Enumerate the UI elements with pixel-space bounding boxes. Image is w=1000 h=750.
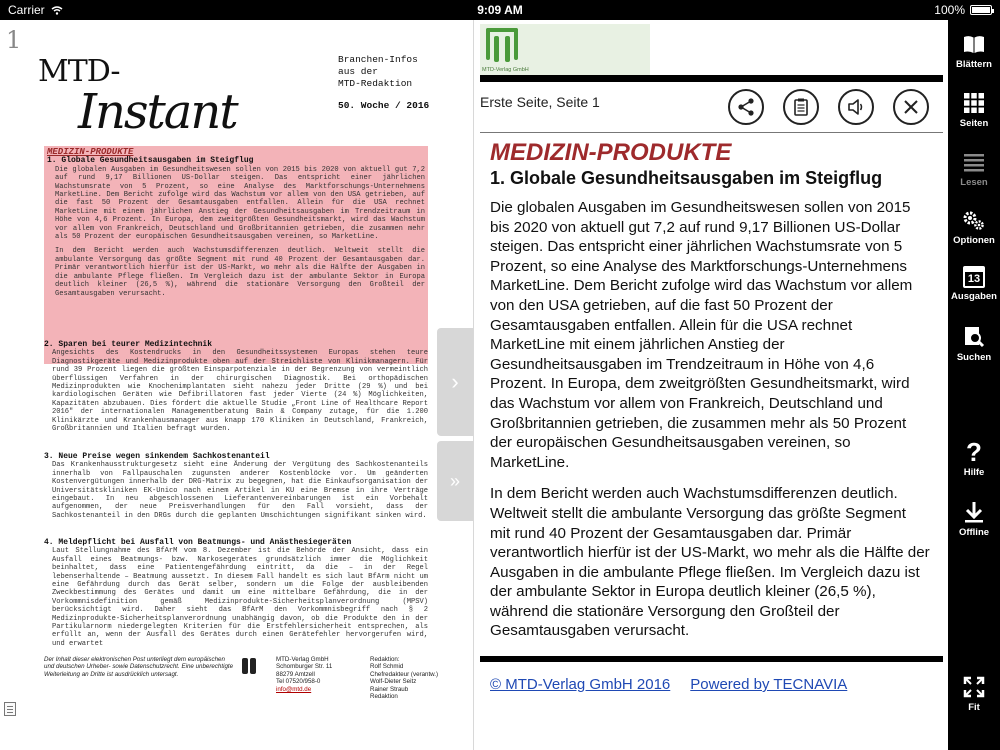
editorial-line: Rainer Straub <box>370 685 409 693</box>
sidebar-item-offline[interactable] <box>948 500 1000 538</box>
copyright-link[interactable]: © MTD-Verlag GmbH 2016 <box>490 676 671 693</box>
article-3[interactable] <box>44 452 428 520</box>
sidebar-item-optionen[interactable] <box>948 208 1000 246</box>
sidebar-label: Seiten <box>959 118 989 129</box>
issue-week: 50. Woche / 2016 <box>338 100 430 111</box>
header-divider <box>480 75 943 82</box>
article-1-highlight[interactable] <box>44 146 428 364</box>
editorial-staff <box>370 656 460 700</box>
reader-footer <box>490 676 847 693</box>
calendar-icon <box>963 266 985 288</box>
article-4[interactable] <box>44 538 428 648</box>
paper-paragraph: Laut Stellungnahme des BfArM vom 8. Dezember ist die Behörde der Ansicht, dass ein Ausfall eines Beatmungs- bzw. Narkosegerätes grundsätzlich immer die Möglichkeit beinhaltet, dass eine Patientengefährdung eintritt, da die – in der Regel lebenserhaltende – Beatmung aussetzt. In diesem Fall handelt es sich laut BfArm nicht um eine Gefährdung durch das Gerät selber, sondern um die Folge der ausbleibenden Zweckbestimmung des Gerätes und damit um eine mittelbare Gefährdung, die in der Vorkommnisdefinition gemäß Medizinprodukte-Sicherheitsplanverordnung (MPSV) berücksichtigt wird. Daher sieht das BfArM den Vorkommnisbegriff nach § 2 Medizinprodukte-Sicherheitsplanverordnung unabhängig davon, ob die Produkte den in der Partikularnorm niedergelegten Kriterien für die Erstfehlersicherheit entsprechen, als erfüllt an, wenn der Ausfall des Gerätes durch einen Gerätefehler hervorgerufen wird, und erwartet <box>52 547 428 648</box>
sidebar-label: Blättern <box>956 59 992 70</box>
last-page-button[interactable]: » <box>437 441 473 521</box>
mtd-verlag-logo-icon <box>484 26 520 66</box>
editorial-line: Chefredakteur (verantw.) <box>370 670 439 678</box>
editorial-line: Wolf-Dieter Seitz <box>370 678 417 686</box>
article-body <box>490 198 930 641</box>
calendar-day: 13 <box>967 273 981 285</box>
right-toolbar <box>948 20 1000 750</box>
masthead-line: MTD-Redaktion <box>338 78 413 89</box>
mtd-logo-line1: MTD- <box>38 54 120 89</box>
newspaper-page[interactable] <box>0 20 474 750</box>
paper-paragraph: Angesichts des Kostendrucks in den Gesundheitssystemen Europas stehen teure Diagnostikgeräte und Medizinprodukte oben auf der Streichliste von Klinikmanagern. Für rund 39 Prozent liegen die größten Einsparpotenziale in der Begrenzung von vermeintlich überflüssigen Verfahren in der chirurgischen Diagnostik. Bei orthopädischen Medizinprodukten wie Knochenimplantaten sieht nahezu jeder Dritte (29 %) und bei kardiologischen Geräten wie Defibrillatoren fast jeder Vierte (24 %) Möglichkeiten, Kapazitäten abzubauen. Dies fördert die aktuelle Studie „Front Line of Healthcare Report 2016" der internationalen Managementberatung Bain & Company zutage, für die 1.200 Klinikärzte und Krankenhausmanager aus knapp 170 Kliniken in Deutschland, Frankreich, Großbritannien und Italien befragt wurden. <box>52 349 428 434</box>
paper-heading-4: 4. Meldepflicht bei Ausfall von Beatmungs- und Anästhesiegeräten <box>44 538 352 547</box>
brand-caption: MTD-Verlag GmbH <box>482 67 529 73</box>
paper-paragraph: Die globalen Ausgaben im Gesundheitswesen sollen von 2015 bis 2020 von aktuell gut 7,2 auf rund 9,17 Billionen US-Dollar steigen. Das entspricht einer jährlichen Wachstumsrate von 5 Prozent, so eine Analyse des Marktforschungs-Unternehmens MarketLine. Dem Bericht zufolge wird das Wachstum vor allem von den USA getrieben, auf die fast 50 Prozent der Gesamtausgaben entfallen. Allein für die USA rechnet MarketLine mit einem jährlichen Anstieg der Gesundheitsausgaben im Trendzeitraum in Höhe von 4,6 Prozent. In Europa, dem zweitgrößten Gesundheitsmarkt, wird das Wachstum vor allem von Frankreich, Deutschland und Großbritannien getrieben, die zusammen mehr als 50 Prozent der europäischen Gesundheitsausgaben vereinen, so MarketLine. <box>55 165 425 242</box>
article-paragraph: In dem Bericht werden auch Wachstumsdifferenzen deutlich. Weltweit stellt die ambulante Versorgung das größte Segment mit rund 40 Prozent der Gesamtausgaben dar. Primär verantwortlich hierfür ist der US-Markt, wo mehr als die Hälfte der Ausgaben in die ambulante Pflege fließen. Im Vergleich dazu ist der ambulante Sektor in Europa deutlich kleiner (26,5 %), während die stationäre Versorgung den Großteil der Gesamtausgaben verursacht. <box>490 485 930 640</box>
publisher-line: MTD-Verlag GmbH <box>276 656 329 663</box>
copy-text-button[interactable] <box>783 89 819 125</box>
close-button[interactable] <box>893 89 929 125</box>
breadcrumb: Erste Seite, Seite 1 <box>480 94 600 110</box>
sidebar-label: Ausgaben <box>951 291 997 302</box>
powered-by-link[interactable]: Powered by TECNAVIA <box>690 676 848 693</box>
sidebar-label: Suchen <box>956 352 992 363</box>
battery-percent: 100% <box>934 3 965 17</box>
paper-category: MEDIZIN-PRODUKTE <box>47 147 134 157</box>
clock: 9:09 AM <box>477 3 523 17</box>
mtd-small-logo-icon <box>242 658 258 674</box>
share-icon <box>736 97 756 117</box>
article-title: 1. Globale Gesundheitsausgaben im Steigflug <box>490 168 883 188</box>
status-bar <box>0 0 1000 20</box>
article-2[interactable] <box>44 340 428 433</box>
paper-paragraph: Das Krankenhausstrukturgesetz sieht eine Änderung der Vergütung des Sachkostenanteils innerhalb von Fallpauschalen zugunsten anderer Kostenblöcke vor. Um geänderten Kostenvergütungen innerhalb der DRG-Matrix zu begegnen, hat die Einkaufsorganisation der Universitätskliniken EK-Unico nach einem Artikel in KU eine Bremse in ihre Verträge eingebaut. In neu abgeschlossenen Lieferantenvereinbarungen ist ein Vorbehalt aufgenommen, der neue Preisverhandlungen für den Fall vorsieht, dass der Sachkostenanteil in den DRGs durch die geplanten Umschichtungen signifikant sinken wird. <box>52 461 428 520</box>
sidebar-item-blaettern[interactable] <box>948 32 1000 70</box>
sidebar-item-seiten[interactable] <box>948 91 1000 129</box>
sidebar-item-hilfe[interactable] <box>948 437 1000 478</box>
editorial-line: Rolf Schmid <box>370 663 404 671</box>
sidebar-item-ausgaben[interactable] <box>948 266 1000 302</box>
publisher-line: Tel 07520/958-0 <box>276 678 321 686</box>
book-icon <box>962 32 986 56</box>
gears-icon <box>962 208 986 232</box>
help-icon: ? <box>966 437 982 467</box>
sidebar-label: Offline <box>958 527 990 538</box>
sidebar-label: Lesen <box>960 177 988 188</box>
sidebar-label: Optionen <box>953 235 995 246</box>
search-doc-icon <box>962 325 986 349</box>
page-number: 1 <box>6 26 22 54</box>
masthead-line: Branchen-Infos <box>338 54 418 65</box>
text-view-icon[interactable] <box>4 702 16 716</box>
publisher-line: 88279 Amtzell <box>276 670 315 678</box>
publisher-email-link[interactable]: info@mtd.de <box>276 685 312 693</box>
carrier-label: Carrier <box>8 3 45 17</box>
publisher-address <box>276 656 366 693</box>
paper-heading-3: 3. Neue Preise wegen sinkendem Sachkostenanteil <box>44 452 270 461</box>
download-icon <box>962 500 986 524</box>
close-icon <box>901 97 921 117</box>
share-button[interactable] <box>728 89 764 125</box>
read-aloud-button[interactable] <box>838 89 874 125</box>
legal-disclaimer: Der Inhalt dieser elektronischen Post unterliegt dem europäischen und deutschen Urheber- sowie Datenschutzrecht. Eine unberechtigte Weiterleitung an Dritte ist ausdrücklich untersagt. <box>44 656 234 678</box>
toolbar-divider <box>480 132 943 133</box>
clipboard-icon <box>791 97 811 117</box>
sidebar-item-suchen[interactable] <box>948 325 1000 363</box>
footer-divider <box>480 656 943 662</box>
sidebar-label: Fit <box>968 702 980 713</box>
paper-heading-2: 2. Sparen bei teurer Medizintechnik <box>44 340 213 349</box>
article-paragraph: Die globalen Ausgaben im Gesundheitswesen sollen von 2015 bis 2020 von aktuell gut 7,2 auf rund 9,17 Billionen US-Dollar steigen. Das entspricht einer jährlichen Wachstumsrate von 5 Prozent, so eine Analyse des Marktforschungs-Unternehmens MarketLine. Dem Bericht zufolge wird das Wachstum vor allem von den USA getrieben, auf die fast 50 Prozent der Gesamtausgaben entfallen. Allein für die USA rechnet MarketLine mit einem jährlichen Anstieg der Gesundheitsausgaben im Trendzeitraum in Höhe von 4,6 Prozent. In Europa, dem zweitgrößten Gesundheitsmarkt, wird das Wachstum vor allem von Frankreich, Deutschland und Großbritannien getrieben, die zusammen mehr als 50 Prozent der europäischen Gesundheitsausgaben vereinen, so MarketLine. <box>490 199 913 471</box>
publisher-line: Schomburger Str. 11 <box>276 663 333 671</box>
list-icon <box>962 150 986 174</box>
fullscreen-icon <box>962 675 986 699</box>
masthead-info <box>338 54 429 112</box>
sidebar-item-lesen[interactable] <box>948 150 1000 188</box>
battery-icon <box>970 5 992 15</box>
editorial-line: Redaktion: <box>370 656 400 663</box>
next-page-button[interactable]: › <box>437 328 473 436</box>
grid-icon <box>962 91 986 115</box>
mtd-logo-line2: Instant <box>78 84 237 140</box>
paper-paragraph: In dem Bericht werden auch Wachstumsdifferenzen deutlich. Weltweit stellt die ambulante Versorgung das größte Segment mit rund 40 Prozent der Gesamtausgaben dar. Primär verantwortlich hierfür ist der US-Markt, wo mehr als die Hälfte der Ausgaben in die ambulante Pflege fließen. Im Vergleich dazu ist der ambulante Sektor in Europa deutlich kleiner (26,5 %), während die stationäre Versorgung den Großteil der Gesamtausgaben verursacht. <box>55 247 425 298</box>
article-category: MEDIZIN-PRODUKTE <box>490 139 732 166</box>
sidebar-item-fit[interactable] <box>948 675 1000 713</box>
editorial-line: Redaktion <box>370 693 398 701</box>
masthead-line: aus der <box>338 66 378 77</box>
sidebar-label: Hilfe <box>963 467 985 478</box>
speaker-icon <box>846 97 866 117</box>
paper-heading-1: 1. Globale Gesundheitsausgaben im Steigflug <box>47 156 254 166</box>
wifi-icon <box>51 6 63 15</box>
